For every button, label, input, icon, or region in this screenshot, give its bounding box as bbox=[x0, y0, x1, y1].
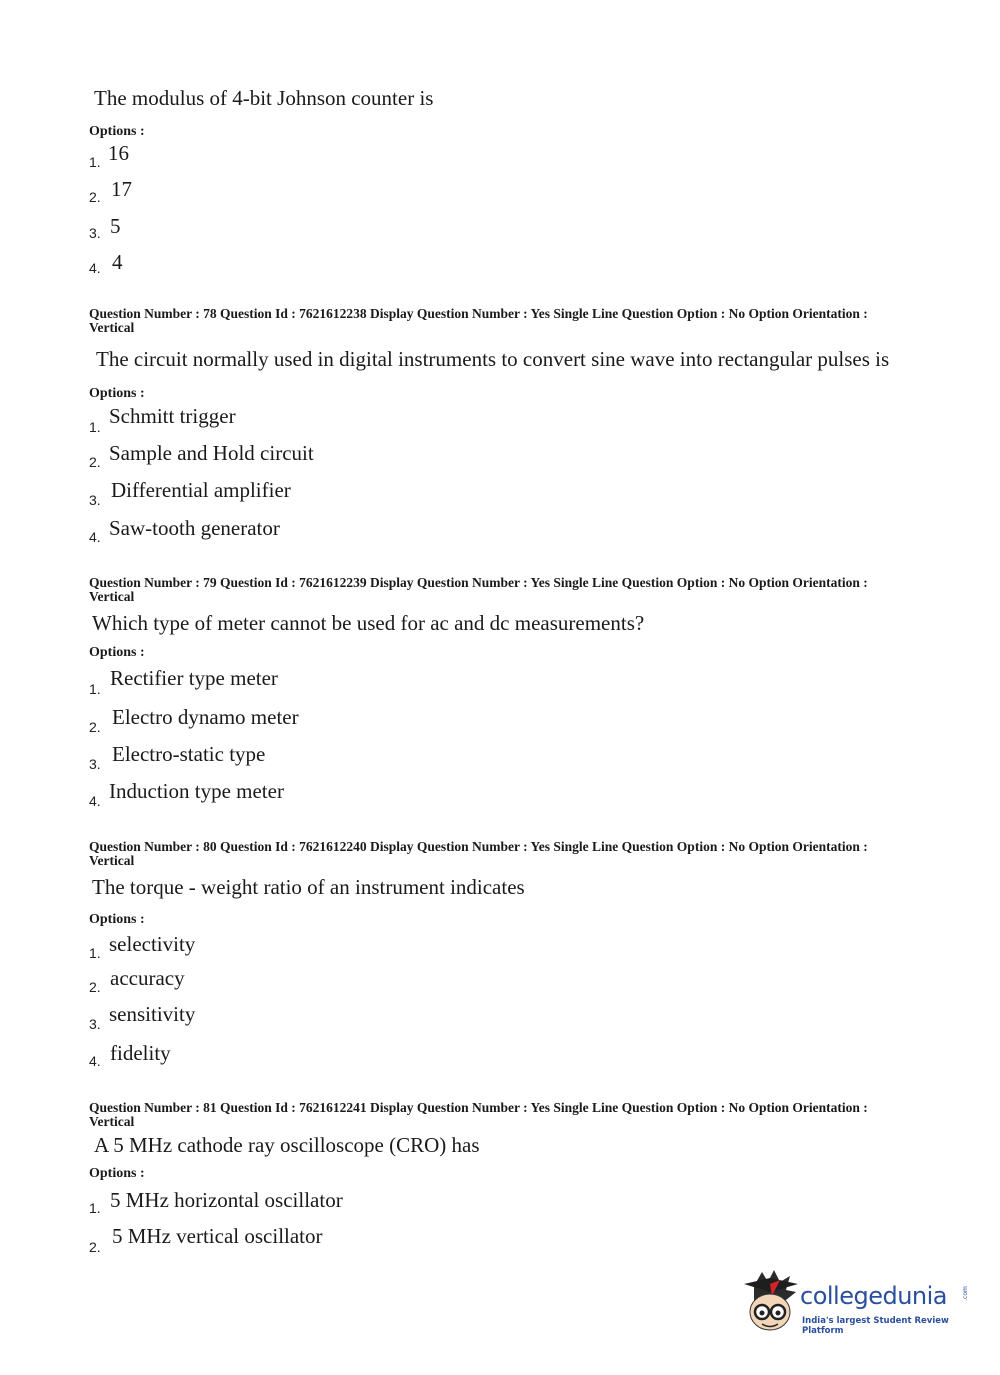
option-text: sensitivity bbox=[109, 1002, 196, 1026]
option-number: 4. bbox=[89, 793, 101, 809]
collegedunia-logo bbox=[740, 1268, 970, 1338]
option-number: 1. bbox=[89, 419, 101, 435]
option-text: selectivity bbox=[109, 932, 196, 956]
question-79-meta: Question Number : 79 Question Id : 7621612239 Display Question Number : Yes Single Line Question Option : No Option Orientation : Vertical bbox=[89, 575, 868, 604]
option-number: 3. bbox=[89, 492, 101, 508]
option-text: Electro dynamo meter bbox=[112, 705, 299, 729]
question-79-text: Which type of meter cannot be used for ac and dc measurements? bbox=[92, 611, 645, 635]
option-number: 4. bbox=[89, 260, 101, 276]
question-81-text: A 5 MHz cathode ray oscilloscope (CRO) has bbox=[94, 1133, 480, 1157]
question-77-text: The modulus of 4-bit Johnson counter is bbox=[94, 86, 434, 110]
option-text: Electro-static type bbox=[112, 742, 266, 766]
options-label-81: Options : bbox=[89, 1166, 145, 1181]
question-78-text: The circuit normally used in digital instruments to convert sine wave into rectangular pulses is bbox=[96, 347, 890, 371]
option-number: 1. bbox=[89, 154, 101, 170]
option-number: 1. bbox=[89, 1200, 101, 1216]
options-label-80: Options : bbox=[89, 912, 145, 927]
option-number: 2. bbox=[89, 1239, 101, 1255]
option-number: 2. bbox=[89, 189, 101, 205]
option-text: 16 bbox=[108, 141, 129, 165]
option-number: 3. bbox=[89, 225, 101, 241]
question-80-meta: Question Number : 80 Question Id : 7621612240 Display Question Number : Yes Single Line Question Option : No Option Orientation : Vertical bbox=[89, 839, 868, 868]
option-number: 2. bbox=[89, 454, 101, 470]
option-text: Sample and Hold circuit bbox=[109, 441, 314, 465]
option-number: 3. bbox=[89, 1016, 101, 1032]
options-label-77: Options : bbox=[89, 124, 145, 139]
question-80-text: The torque - weight ratio of an instrument indicates bbox=[92, 875, 525, 899]
brand-name: collegedunia bbox=[800, 1282, 948, 1310]
brand-suffix: .com bbox=[961, 1286, 969, 1301]
option-text: 17 bbox=[111, 177, 132, 201]
option-text: Schmitt trigger bbox=[109, 404, 236, 428]
option-text: 5 MHz horizontal oscillator bbox=[110, 1188, 343, 1212]
option-text: Differential amplifier bbox=[111, 478, 291, 502]
question-81-meta: Question Number : 81 Question Id : 7621612241 Display Question Number : Yes Single Line Question Option : No Option Orientation : Vertical bbox=[89, 1100, 868, 1129]
option-number: 4. bbox=[89, 1053, 101, 1069]
option-number: 1. bbox=[89, 945, 101, 961]
option-text: Induction type meter bbox=[109, 779, 284, 803]
option-text: Saw-tooth generator bbox=[109, 516, 280, 540]
option-number: 4. bbox=[89, 529, 101, 545]
option-number: 3. bbox=[89, 756, 101, 772]
option-text: fidelity bbox=[110, 1041, 171, 1065]
option-text: accuracy bbox=[110, 966, 185, 990]
options-label-79: Options : bbox=[89, 645, 145, 660]
options-label-78: Options : bbox=[89, 386, 145, 401]
brand-tagline: India's largest Student Review Platform bbox=[802, 1316, 949, 1336]
option-number: 2. bbox=[89, 719, 101, 735]
option-text: 5 bbox=[110, 214, 121, 238]
question-78-meta: Question Number : 78 Question Id : 7621612238 Display Question Number : Yes Single Line Question Option : No Option Orientation : Vertical bbox=[89, 306, 868, 335]
option-text: Rectifier type meter bbox=[110, 666, 278, 690]
mascot-icon bbox=[740, 1268, 802, 1336]
option-text: 4 bbox=[112, 250, 123, 274]
option-number: 2. bbox=[89, 979, 101, 995]
option-text: 5 MHz vertical oscillator bbox=[112, 1224, 323, 1248]
option-number: 1. bbox=[89, 681, 101, 697]
